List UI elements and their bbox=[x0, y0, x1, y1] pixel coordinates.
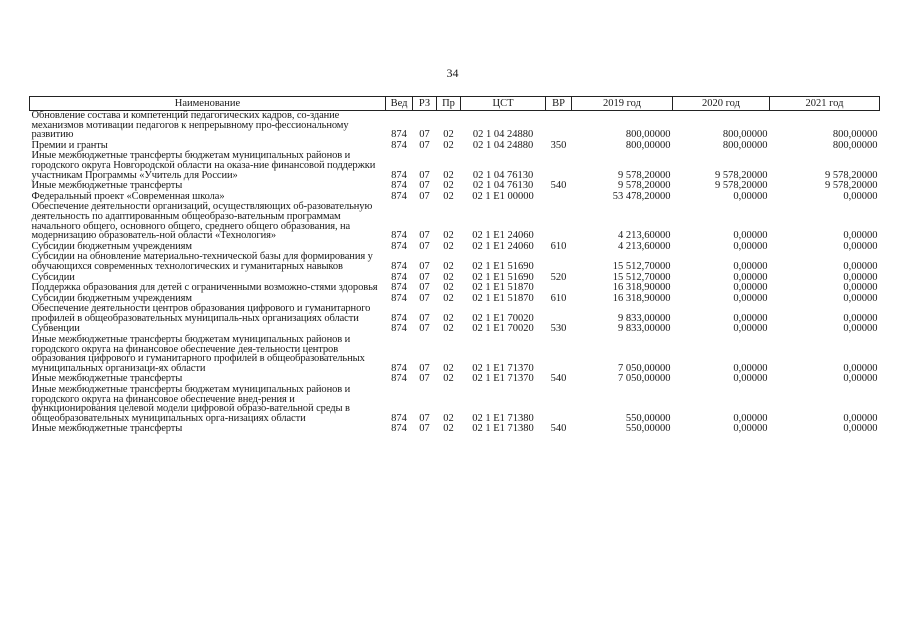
cell-cst: 02 1 E1 51690 bbox=[472, 260, 534, 272]
cell-ved: 874 bbox=[391, 423, 407, 435]
cell-2020: 0,00000 bbox=[733, 282, 768, 294]
cell-2021: 9 578,20000 bbox=[825, 180, 878, 192]
cell-2020: 0,00000 bbox=[733, 412, 768, 424]
cell-name: Субсидии на обновление материально-технической базы для формирования у обучающихся современных технологических и гуманитарных навыков bbox=[31, 251, 373, 272]
cell-name: Субсидии bbox=[31, 271, 75, 283]
cell-2019: 15 512,70000 bbox=[612, 260, 671, 272]
table-row bbox=[30, 252, 880, 272]
cell-2021: 0,00000 bbox=[843, 260, 878, 272]
cell-cst: 02 1 04 76130 bbox=[472, 180, 534, 192]
page-number: 34 bbox=[446, 66, 459, 80]
cell-pr: 02 bbox=[443, 312, 454, 324]
cell-2020: 0,00000 bbox=[733, 260, 768, 272]
cell-ved: 874 bbox=[391, 271, 407, 283]
cell-ved: 874 bbox=[391, 180, 407, 192]
cell-ved: 874 bbox=[391, 282, 407, 294]
cell-cst: 02 1 E1 71370 bbox=[472, 362, 534, 374]
cell-pr: 02 bbox=[443, 169, 454, 181]
cell-vr: 610 bbox=[550, 292, 567, 304]
cell-name: Премии и гранты bbox=[31, 139, 108, 151]
cell-2019: 4 213,60000 bbox=[618, 230, 671, 242]
cell-2021: 0,00000 bbox=[843, 373, 878, 385]
cell-rz: 07 bbox=[419, 292, 430, 304]
cell-2020: 0,00000 bbox=[733, 362, 768, 374]
cell-pr: 02 bbox=[443, 282, 454, 294]
cell-2021: 0,00000 bbox=[843, 282, 878, 294]
table-row bbox=[30, 335, 880, 374]
cell-2021: 0,00000 bbox=[843, 312, 878, 324]
cell-rz: 07 bbox=[419, 180, 430, 192]
cell-vr: 540 bbox=[550, 423, 567, 435]
cell-ved: 874 bbox=[391, 190, 407, 202]
cell-cst: 02 1 04 76130 bbox=[472, 169, 534, 181]
table-body bbox=[30, 111, 880, 436]
cell-2019: 15 512,70000 bbox=[612, 271, 671, 283]
cell-2019: 7 050,00000 bbox=[618, 373, 671, 385]
cell-vr bbox=[546, 202, 572, 241]
cell-rz: 07 bbox=[419, 260, 430, 272]
cell-pr: 02 bbox=[443, 129, 454, 141]
cell-2021: 800,00000 bbox=[832, 139, 878, 151]
cell-2021: 0,00000 bbox=[843, 412, 878, 424]
cell-2019: 7 050,00000 bbox=[618, 362, 671, 374]
cell-ved: 874 bbox=[391, 169, 407, 181]
cell-cst: 02 1 04 24880 bbox=[472, 139, 534, 151]
header-ved: Вед bbox=[386, 97, 413, 111]
cell-pr: 02 bbox=[443, 240, 454, 252]
table-header-row bbox=[30, 97, 880, 111]
cell-vr bbox=[546, 335, 572, 374]
cell-rz: 07 bbox=[419, 129, 430, 141]
cell-2021: 9 578,20000 bbox=[825, 169, 878, 181]
cell-cst: 02 1 E1 24060 bbox=[472, 240, 534, 252]
cell-pr: 02 bbox=[443, 412, 454, 424]
cell-name: Поддержка образования для детей с ограниченными возможно-стями здоровья bbox=[31, 282, 378, 294]
cell-rz: 07 bbox=[419, 373, 430, 385]
cell-2020: 9 578,20000 bbox=[715, 180, 768, 192]
cell-vr: 350 bbox=[550, 139, 567, 151]
cell-cst: 02 1 E1 24060 bbox=[472, 230, 534, 242]
cell-vr bbox=[546, 192, 572, 203]
cell-ved: 874 bbox=[391, 292, 407, 304]
cell-pr: 02 bbox=[443, 190, 454, 202]
header-name: Наименование bbox=[30, 97, 386, 111]
cell-name: Иные межбюджетные трансферты bbox=[31, 180, 183, 192]
cell-cst: 02 1 04 24880 bbox=[472, 129, 534, 141]
cell-ved: 874 bbox=[391, 240, 407, 252]
cell-vr: 530 bbox=[550, 323, 567, 335]
table-row bbox=[30, 151, 880, 181]
cell-2020: 0,00000 bbox=[733, 230, 768, 242]
cell-2021: 800,00000 bbox=[832, 129, 878, 141]
cell-vr bbox=[546, 252, 572, 272]
cell-2019: 9 578,20000 bbox=[618, 169, 671, 181]
cell-vr: 540 bbox=[550, 180, 567, 192]
cell-pr: 02 bbox=[443, 139, 454, 151]
cell-2020: 800,00000 bbox=[722, 139, 768, 151]
cell-pr: 02 bbox=[443, 180, 454, 192]
cell-2021: 0,00000 bbox=[843, 423, 878, 435]
cell-rz: 07 bbox=[419, 362, 430, 374]
header-rz: РЗ bbox=[413, 97, 437, 111]
cell-2019: 550,00000 bbox=[625, 412, 671, 424]
cell-cst: 02 1 E1 71380 bbox=[472, 412, 534, 424]
cell-name: Иные межбюджетные трансферты бюджетам муниципальных районов и городского округа на финансовое обеспечение внед-рения и функционирования целевой модели цифровой образо-вательной среды в общеобразовательных муниципальных орга-низациях области bbox=[31, 384, 351, 424]
cell-name: Обновление состава и компетенций педагогических кадров, со-здание механизмов мотивации педагогов к непрерывному про-фессиональному развитию bbox=[31, 110, 349, 141]
cell-2020: 0,00000 bbox=[733, 423, 768, 435]
cell-name: Субсидии бюджетным учреждениям bbox=[31, 240, 192, 252]
cell-name: Субсидии бюджетным учреждениям bbox=[31, 292, 192, 304]
cell-rz: 07 bbox=[419, 169, 430, 181]
cell-name: Иные межбюджетные трансферты bbox=[31, 423, 183, 435]
cell-ved: 874 bbox=[391, 230, 407, 242]
cell-ved: 874 bbox=[391, 412, 407, 424]
cell-name: Иные межбюджетные трансферты бюджетам муниципальных районов и городского округа на финансовое обеспечение дея-тельности центров образования цифрового и гуманитарного профилей в общеобразовательных муниципальных организаци-ях области bbox=[31, 334, 365, 374]
cell-2019: 16 318,90000 bbox=[612, 282, 671, 294]
cell-2019: 9 833,00000 bbox=[618, 312, 671, 324]
cell-cst: 02 1 E1 51870 bbox=[472, 282, 534, 294]
cell-cst: 02 1 E1 71380 bbox=[472, 423, 534, 435]
cell-2021: 0,00000 bbox=[843, 362, 878, 374]
cell-name: Субвенции bbox=[31, 323, 80, 335]
budget-table bbox=[29, 96, 880, 435]
cell-ved: 874 bbox=[391, 129, 407, 141]
cell-pr: 02 bbox=[443, 260, 454, 272]
cell-name: Иные межбюджетные трансферты бюджетам муниципальных районов и городского округа Новгородской области на оказа-ние финансовой поддержки участникам Программы «Учитель для России» bbox=[31, 150, 376, 181]
cell-vr: 540 bbox=[550, 373, 567, 385]
cell-pr: 02 bbox=[443, 230, 454, 242]
cell-cst: 02 1 E1 71370 bbox=[472, 373, 534, 385]
cell-rz: 07 bbox=[419, 323, 430, 335]
cell-name: Обеспечение деятельности центров образования цифрового и гуманитарного профилей в общеобразовательных муниципаль-ных организациях области bbox=[31, 303, 371, 324]
cell-name: Федеральный проект «Современная школа» bbox=[31, 190, 225, 202]
cell-cst: 02 1 E1 00000 bbox=[472, 190, 534, 202]
cell-vr bbox=[546, 304, 572, 324]
table-row bbox=[30, 202, 880, 241]
cell-vr bbox=[546, 151, 572, 181]
cell-2019: 550,00000 bbox=[625, 423, 671, 435]
table-row bbox=[30, 385, 880, 424]
cell-ved: 874 bbox=[391, 373, 407, 385]
cell-rz: 07 bbox=[419, 230, 430, 242]
cell-pr: 02 bbox=[443, 271, 454, 283]
cell-rz: 07 bbox=[419, 240, 430, 252]
cell-cst: 02 1 E1 51870 bbox=[472, 292, 534, 304]
cell-ved: 874 bbox=[391, 323, 407, 335]
cell-rz: 07 bbox=[419, 423, 430, 435]
cell-2020: 0,00000 bbox=[733, 323, 768, 335]
cell-rz: 07 bbox=[419, 412, 430, 424]
header-cst: ЦСТ bbox=[461, 97, 546, 111]
cell-vr: 610 bbox=[550, 240, 567, 252]
cell-rz: 07 bbox=[419, 312, 430, 324]
table-row bbox=[30, 424, 880, 435]
cell-2020: 9 578,20000 bbox=[715, 169, 768, 181]
cell-2019: 4 213,60000 bbox=[618, 240, 671, 252]
cell-2020: 0,00000 bbox=[733, 190, 768, 202]
cell-2019: 9 578,20000 bbox=[618, 180, 671, 192]
cell-2019: 800,00000 bbox=[625, 139, 671, 151]
cell-rz: 07 bbox=[419, 190, 430, 202]
cell-name: Обеспечение деятельности организаций, осуществляющих об-разовательную деятельность по адаптированным общеобразо-вательным программам начального общего, основного общего, среднего общего образования, на модернизацию образователь-ной области «Технология» bbox=[31, 201, 373, 242]
cell-ved: 874 bbox=[391, 312, 407, 324]
header-2019: 2019 год bbox=[572, 97, 673, 111]
cell-2020: 0,00000 bbox=[733, 373, 768, 385]
header-vr: ВР bbox=[546, 97, 572, 111]
cell-pr: 02 bbox=[443, 323, 454, 335]
cell-2019: 9 833,00000 bbox=[618, 323, 671, 335]
header-pr: Пр bbox=[437, 97, 461, 111]
cell-2020: 800,00000 bbox=[722, 129, 768, 141]
cell-rz: 07 bbox=[419, 271, 430, 283]
cell-2021: 0,00000 bbox=[843, 190, 878, 202]
cell-cst: 02 1 E1 70020 bbox=[472, 323, 534, 335]
table-row bbox=[30, 304, 880, 324]
cell-ved: 874 bbox=[391, 260, 407, 272]
cell-cst: 02 1 E1 51690 bbox=[472, 271, 534, 283]
cell-2019: 16 318,90000 bbox=[612, 292, 671, 304]
cell-2020: 0,00000 bbox=[733, 240, 768, 252]
cell-2021: 0,00000 bbox=[843, 323, 878, 335]
cell-name: Иные межбюджетные трансферты bbox=[31, 373, 183, 385]
cell-pr: 02 bbox=[443, 373, 454, 385]
cell-rz: 07 bbox=[419, 282, 430, 294]
cell-2021: 0,00000 bbox=[843, 292, 878, 304]
cell-2019: 800,00000 bbox=[625, 129, 671, 141]
cell-2020: 0,00000 bbox=[733, 292, 768, 304]
cell-2019: 53 478,20000 bbox=[612, 190, 671, 202]
header-2020: 2020 год bbox=[673, 97, 770, 111]
cell-ved: 874 bbox=[391, 139, 407, 151]
cell-rz: 07 bbox=[419, 139, 430, 151]
cell-2021: 0,00000 bbox=[843, 240, 878, 252]
cell-pr: 02 bbox=[443, 362, 454, 374]
cell-2021: 0,00000 bbox=[843, 271, 878, 283]
cell-2020: 0,00000 bbox=[733, 271, 768, 283]
cell-vr bbox=[546, 111, 572, 141]
cell-cst: 02 1 E1 70020 bbox=[472, 312, 534, 324]
cell-vr: 520 bbox=[550, 271, 567, 283]
table-row bbox=[30, 111, 880, 141]
cell-pr: 02 bbox=[443, 423, 454, 435]
cell-2020: 0,00000 bbox=[733, 312, 768, 324]
cell-2021: 0,00000 bbox=[843, 230, 878, 242]
cell-vr bbox=[546, 385, 572, 424]
cell-ved: 874 bbox=[391, 362, 407, 374]
cell-pr: 02 bbox=[443, 292, 454, 304]
header-2021: 2021 год bbox=[770, 97, 880, 111]
